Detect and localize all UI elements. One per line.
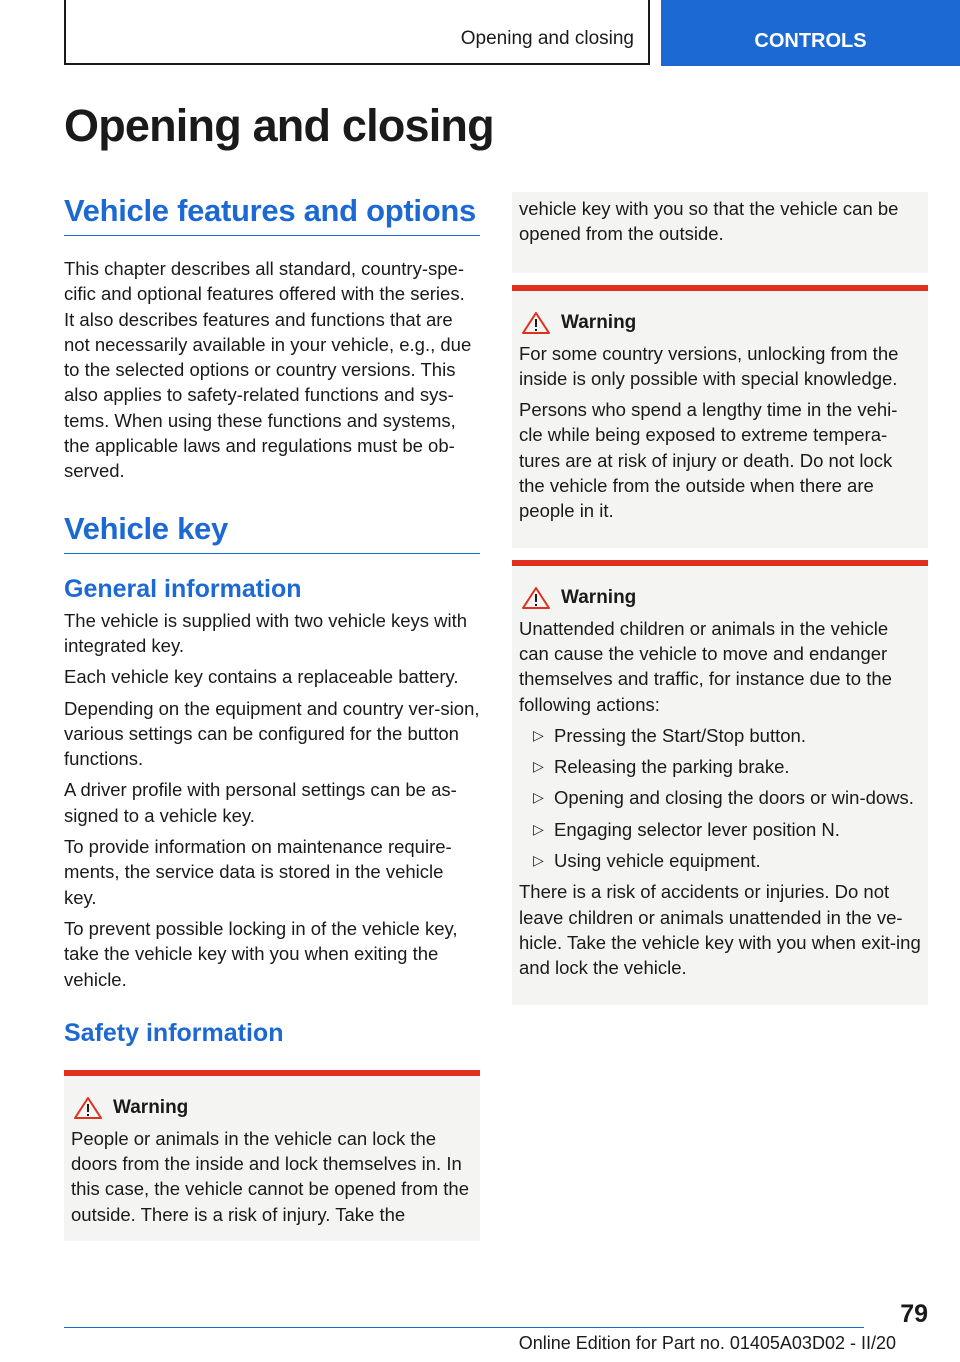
edition-footer: Online Edition for Part no. 01405A03D02 - II/20 <box>518 1333 896 1353</box>
list-item: ▷ Releasing the parking brake. <box>519 754 921 779</box>
heading-vehicle-features: Vehicle features and options <box>64 192 480 236</box>
warning-box-2 <box>512 285 928 548</box>
page-title: Opening and closing <box>64 100 494 151</box>
warning-label: Warning <box>113 1096 189 1118</box>
paragraph-service-data: To provide information on maintenance require-ments, the service data is stored in the vehicle key. <box>64 836 452 908</box>
list-item: ▷ Using vehicle equipment. <box>519 848 921 873</box>
paragraph-features: This chapter describes all standard, country-spe-cific and optional features offered with the series. It also describes features and functions that are not necessarily available in your vehicle, e.g., due to the selected options or country versions. This also applies to safety-related functions and sys-tems. When using these functions and systems, the applicable laws and regulations must be ob-served. <box>64 258 472 482</box>
paragraph-locking: To prevent possible locking in of the vehicle key, take the vehicle key with you when exiting the vehicle. <box>64 917 458 990</box>
warning-text: There is a risk of accidents or injuries. Do not leave children or animals unattended in the ve-hicle. Take the vehicle key with you when exit-ing and lock the vehicle. <box>519 881 921 979</box>
warning-triangle-icon <box>73 1096 103 1120</box>
left-column <box>64 192 480 1241</box>
warning-text-continued: vehicle key with you so that the vehicle can be opened from the outside. <box>519 198 899 245</box>
warning-box-1 <box>64 1070 480 1241</box>
warning-label: Warning <box>561 311 637 333</box>
warning-box-3 <box>512 560 928 1005</box>
header-frame <box>64 0 650 65</box>
triangle-bullet-icon: ▷ <box>533 820 544 837</box>
right-column <box>512 192 928 1005</box>
warning-header <box>71 1096 473 1120</box>
heading-safety-information: Safety information <box>64 1018 284 1047</box>
warning-text: People or animals in the vehicle can lock the doors from the inside and lock themselves in. In this case, the vehicle cannot be opened from the outside. There is a risk of injury. Take the <box>71 1127 470 1225</box>
paragraph-driver-profile: A driver profile with personal settings can be as-signed to a vehicle key. <box>64 779 457 826</box>
list-item: ▷ Opening and closing the doors or win-dows. <box>519 785 921 810</box>
warning-action-list <box>519 723 921 873</box>
warning-header <box>519 311 921 335</box>
header-section-title: Opening and closing <box>460 28 634 49</box>
warning-text: For some country versions, unlocking from the inside is only possible with special knowledge. <box>519 342 899 389</box>
paragraph-settings: Depending on the equipment and country ver-sion, various settings can be configured for the button functions. <box>64 697 480 770</box>
warning-triangle-icon <box>521 586 551 610</box>
triangle-bullet-icon: ▷ <box>533 789 544 806</box>
triangle-bullet-icon: ▷ <box>533 852 544 869</box>
paragraph-battery: Each vehicle key contains a replaceable battery. <box>64 666 459 688</box>
warning-header <box>519 586 921 610</box>
warning-label: Warning <box>561 586 637 608</box>
heading-general-information: General information <box>64 574 302 603</box>
warning-text: Persons who spend a lengthy time in the vehi-cle while being exposed to extreme tempera-tures are at risk of injury or death. Do not lock the vehicle from the outside when there are people in it. <box>519 399 898 522</box>
list-item: ▷ Engaging selector lever position N. <box>519 817 921 842</box>
warning-text: Unattended children or animals in the vehicle can cause the vehicle to move and endanger themselves and traffic, for instance due to the following actions: <box>519 617 892 715</box>
paragraph-keys: The vehicle is supplied with two vehicle keys with integrated key. <box>64 609 468 656</box>
header-chapter-tab: CONTROLS <box>661 0 960 66</box>
page-header <box>0 0 960 66</box>
triangle-bullet-icon: ▷ <box>533 758 544 775</box>
warning-box-1-continued <box>512 192 928 273</box>
list-item: ▷ Pressing the Start/Stop button. <box>519 723 921 748</box>
triangle-bullet-icon: ▷ <box>533 726 544 743</box>
footer-divider <box>64 1327 864 1328</box>
heading-vehicle-key: Vehicle key <box>64 510 480 554</box>
warning-triangle-icon <box>521 311 551 335</box>
page-number: 79 <box>900 1300 928 1328</box>
